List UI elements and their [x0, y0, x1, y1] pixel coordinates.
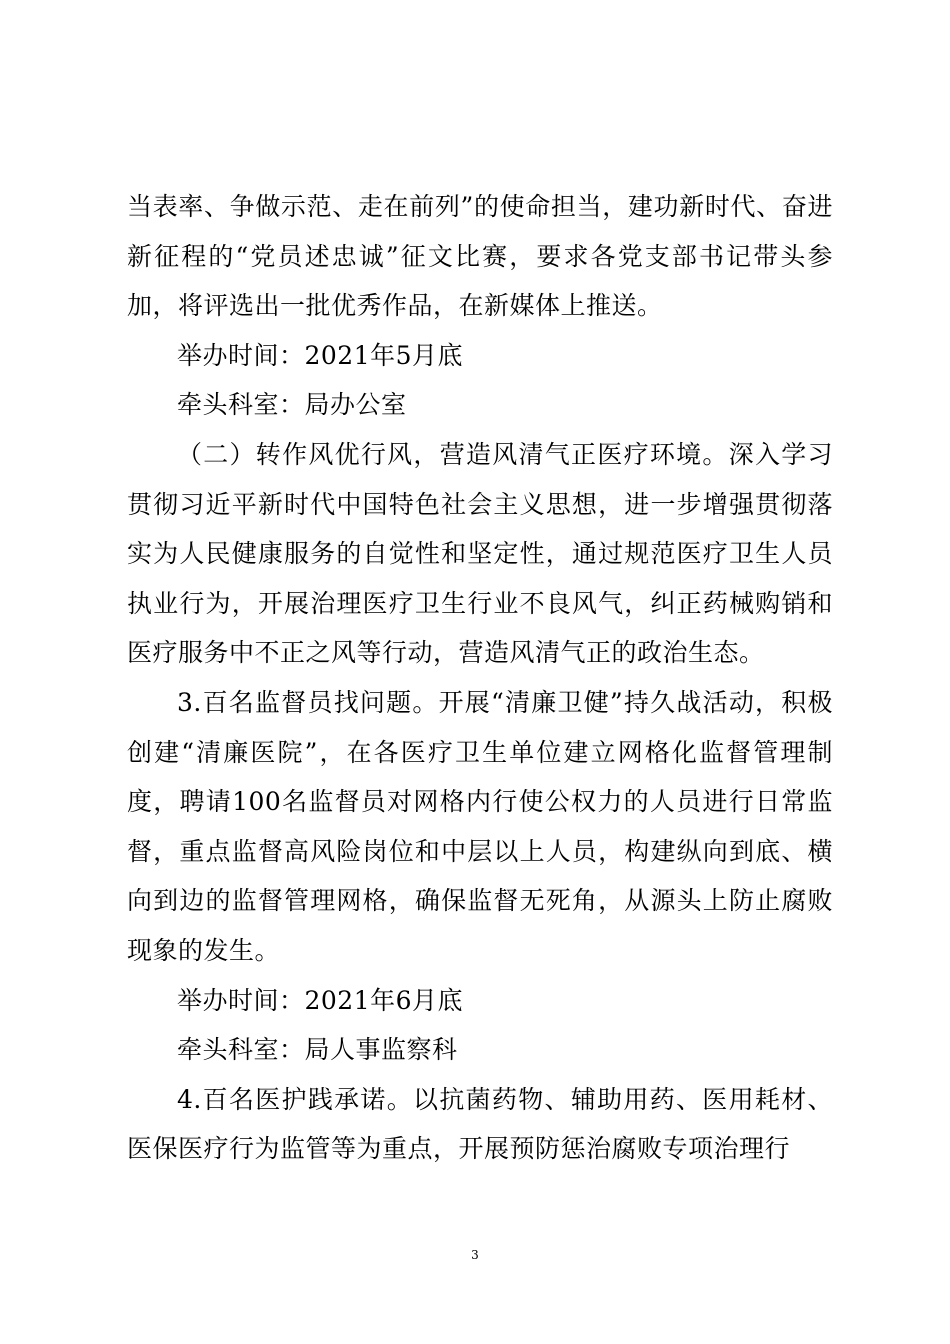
paragraph-lead-personnel: 牵头科室：局人事监察科: [177, 1035, 458, 1065]
paragraph-item-three: 3.百名监督员找问题。开展“清廉卫健”持久战活动，积极创建“清廉医院”，在各医疗卫生单位建立网格化监督管理制度，聘请100名监督员对网格内行使公权力的人员进行日常监督，重点监督高风险岗位和中层以上人员，构建纵向到底、横向到边的监督管理网格，确保监督无死角，从源头上防止腐败现象的发生。: [127, 687, 833, 965]
page-number: 3: [471, 1248, 479, 1262]
document-body: [127, 182, 833, 1174]
paragraph-section-two: （二）转作风优行风，营造风清气正医疗环境。深入学习贯彻习近平新时代中国特色社会主义思想，进一步增强贯彻落实为人民健康服务的自觉性和坚定性，通过规范医疗卫生人员执业行为，开展治理医疗卫生行业不良风气，纠正药械购销和医疗服务中不正之风等行动，营造风清气正的政治生态。: [127, 439, 833, 668]
paragraph-lead-office: 牵头科室：局办公室: [177, 390, 407, 420]
paragraph-schedule-may: 举办时间：2021年5月底: [177, 340, 464, 370]
paragraph-schedule-june: 举办时间：2021年6月底: [177, 985, 464, 1015]
paragraph-essay-contest: 当表率、争做示范、走在前列”的使命担当，建功新时代、奋进新征程的“党员述忠诚”征文比赛，要求各党支部书记带头参加，将评选出一批优秀作品，在新媒体上推送。: [127, 192, 833, 321]
paragraph-item-four: 4.百名医护践承诺。以抗菌药物、辅助用药、医用耗材、医保医疗行为监管等为重点，开展预防惩治腐败专项治理行: [127, 1084, 833, 1164]
